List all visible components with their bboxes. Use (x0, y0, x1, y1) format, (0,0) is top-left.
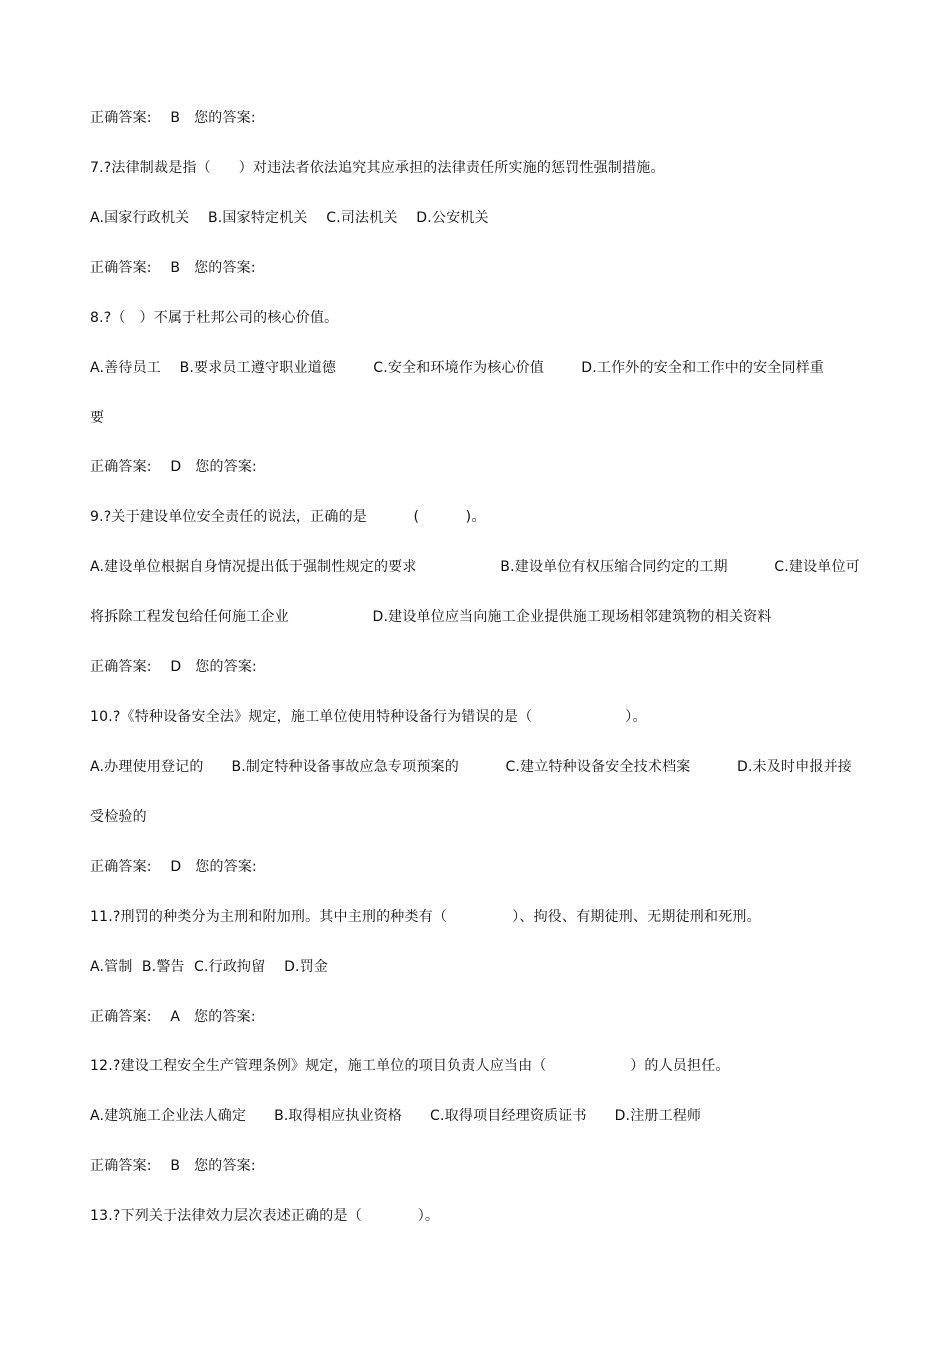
options-q7: A.国家行政机关 B.国家特定机关 C.司法机关 D.公安机关 (90, 210, 489, 226)
options-q8-continued: 要 (90, 410, 105, 426)
question-11: 11.?刑罚的种类分为主刑和附加刑。其中主刑的种类有（ ）、拘役、有期徒刑、无期徒刑和死刑。 (90, 909, 761, 925)
answer-line-q7: 正确答案: B 您的答案: (90, 260, 256, 276)
question-10: 10.?《特种设备安全法》规定，施工单位使用特种设备行为错误的是（ ）。 (90, 709, 647, 725)
answer-line-q9: 正确答案: D 您的答案: (90, 659, 257, 675)
question-7: 7.?法律制裁是指（ ）对违法者依法追究其应承担的法律责任所实施的惩罚性强制措施。 (90, 160, 665, 176)
options-q10-continued: 受检验的 (90, 809, 147, 825)
options-q11: A.管制 B.警告 C.行政拘留 D.罚金 (90, 959, 329, 975)
question-8: 8.?（ ）不属于杜邦公司的核心价值。 (90, 310, 339, 326)
answer-line-q8: 正确答案: D 您的答案: (90, 459, 257, 475)
options-q8: A.善待员工 B.要求员工遵守职业道德 C.安全和环境作为核心价值 D.工作外的安全和工作中的安全同样重 (90, 360, 825, 376)
question-13: 13.?下列关于法律效力层次表述正确的是（ ）。 (90, 1208, 440, 1224)
answer-line-q6: 正确答案: B 您的答案: (90, 110, 256, 126)
question-12: 12.?建设工程安全生产管理条例》规定，施工单位的项目负责人应当由（ ）的人员担任。 (90, 1058, 730, 1074)
answer-line-q10: 正确答案: D 您的答案: (90, 859, 257, 875)
answer-line-q12: 正确答案: B 您的答案: (90, 1158, 256, 1174)
question-9: 9.?关于建设单位安全责任的说法，正确的是 ( )。 (90, 509, 486, 525)
answer-line-q11: 正确答案: A 您的答案: (90, 1009, 256, 1025)
options-q9: A.建设单位根据自身情况提出低于强制性规定的要求 B.建设单位有权压缩合同约定的工期 C.建设单位可 (90, 559, 860, 575)
options-q9-continued: 将拆除工程发包给任何施工企业 D.建设单位应当向施工企业提供施工现场相邻建筑物的相关资料 (90, 609, 772, 625)
options-q12: A.建筑施工企业法人确定 B.取得相应执业资格 C.取得项目经理资质证书 D.注册工程师 (90, 1108, 702, 1124)
options-q10: A.办理使用登记的 B.制定特种设备事故应急专项预案的 C.建立特种设备安全技术档案 D.未及时申报并接 (90, 759, 852, 775)
